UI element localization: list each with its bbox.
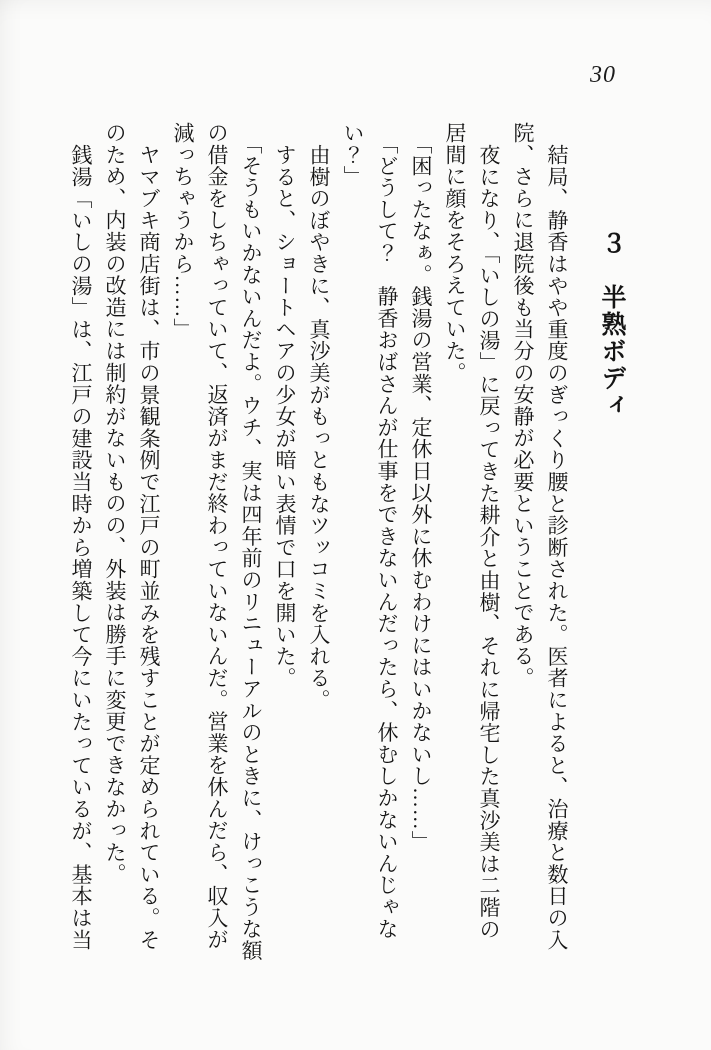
text-line: 減っちゃうから……」 bbox=[171, 122, 195, 340]
text-line: のため、内装の改造には制約がないものの、外装は勝手に変更できなかった。 bbox=[103, 122, 127, 885]
text-line: 居間に顔をそろえていた。 bbox=[443, 122, 467, 384]
text-line: 「どうして？ 静香おばさんが仕事をできないんだったら、休むしかないんじゃな bbox=[375, 133, 399, 940]
text-line: 夜になり、「いしの湯」に戻ってきた耕介と由樹、それに帰宅した真沙美は二階の bbox=[477, 144, 501, 941]
text-line: 結局、静香はやや重度のぎっくり腰と診断された。医者によると、治療と数日の入 bbox=[545, 144, 569, 951]
text-line: 院、さらに退院後も当分の安静が必要ということである。 bbox=[511, 122, 535, 689]
text-line: 由樹のぼやきに、真沙美がもっともなツッコミを入れる。 bbox=[307, 144, 331, 711]
text-line: の借金をしちゃっていて、返済がまだ終わっていないんだ。営業を休んだら、収入が bbox=[205, 122, 229, 951]
text-line: 「そうもいかないんだよ。ウチ、実は四年前のリニューアルのときに、けっこうな額 bbox=[239, 133, 263, 962]
page-number: 30 bbox=[590, 62, 616, 88]
chapter-heading: ３ 半熟ボディ bbox=[598, 230, 625, 419]
text-line: 銭湯「いしの湯」は、江戸の建設当時から増築して今にいたっているが、基本は当 bbox=[69, 144, 93, 951]
text-line: すると、ショートヘアの少女が暗い表情で口を開いた。 bbox=[273, 144, 297, 689]
text-line: 「困ったなぁ。銭湯の営業、定休日以外に休むわけにはいかないし……」 bbox=[409, 133, 433, 853]
text-line: い？」 bbox=[341, 122, 365, 188]
vertical-text-block bbox=[64, 122, 628, 962]
text-line: ヤマブキ商店街は、市の景観条例で江戸の町並みを残すことが定められている。そ bbox=[137, 144, 161, 951]
